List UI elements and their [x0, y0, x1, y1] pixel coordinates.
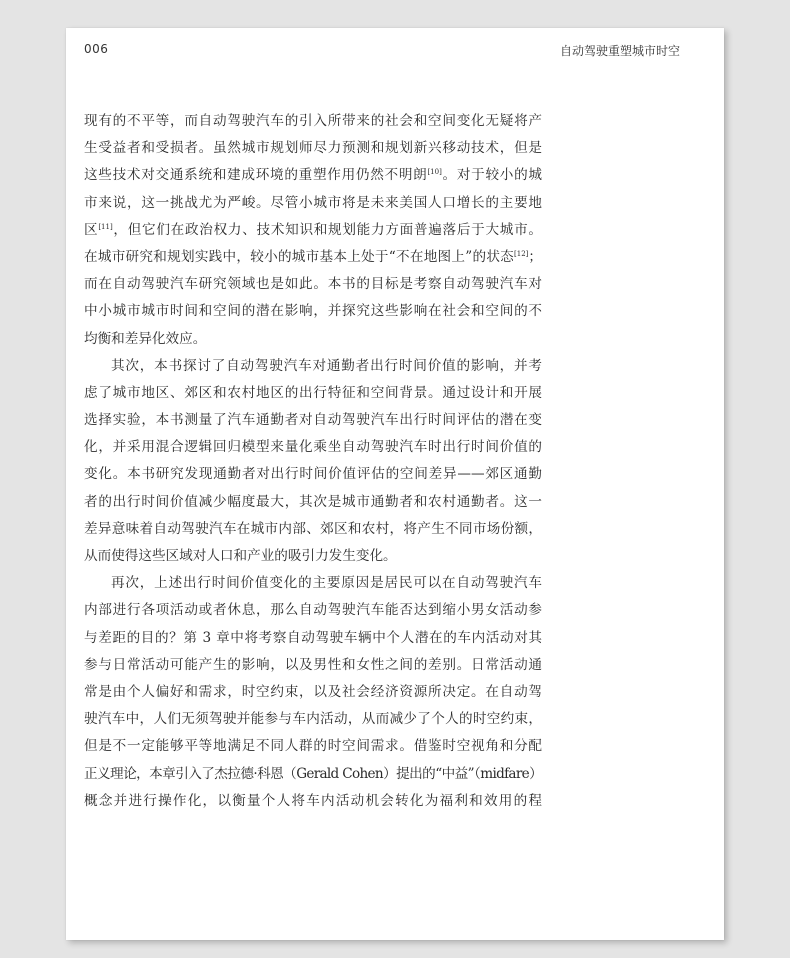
paragraph-2	[84, 353, 542, 571]
citation-ref: [10]	[427, 168, 442, 177]
citation-ref: [12]	[514, 249, 529, 258]
text-line: 内部进行各项活动或者休息，那么自动驾驶汽车能否达到缩小男女活动参	[84, 602, 542, 619]
text-line: 均衡和差异化效应。	[84, 330, 207, 347]
text-run: 区	[84, 221, 99, 238]
running-title: 自动驾驶重塑城市时空	[559, 44, 680, 58]
text-line	[84, 217, 542, 244]
text-line: 现有的不平等，而自动驾驶汽车的引入所带来的社会和空间变化无疑将产	[84, 113, 542, 129]
text-line: 变化。本书研究发现通勤者对出行时间价值评估的空间差异——郊区通勤	[84, 466, 542, 483]
text-run: ，但它们在政治权力、技术知识和规划能力方面普遍落后于大城市。	[112, 221, 542, 238]
text-line: 市来说，这一挑战尤为严峻。尽管小城市将是未来美国人口增长的主要地	[84, 194, 542, 211]
text-line: 常是由个人偏好和需求，时空约束，以及社会经济资源所决定。在自动驾	[84, 683, 542, 700]
text-line: 但是不一定能够平等地满足不同人群的时空间需求。借鉴时空视角和分配	[84, 738, 542, 755]
text-line: 差异意味着自动驾驶汽车在城市内部、郊区和农村，将产生不同市场份额，	[84, 520, 542, 537]
text-line: 正义理论，本章引入了杰拉德·科恩（Gerald Cohen）提出的“中益”（midfare）	[84, 765, 542, 782]
text-line: 其次，本书探讨了自动驾驶汽车对通勤者出行时间价值的影响，并考	[111, 357, 542, 374]
text-line: 化，并采用混合逻辑回归模型来量化乘坐自动驾驶汽车时出行时间价值的	[84, 439, 542, 456]
text-run: 这些技术对交通系统和建成环境的重塑作用仍然不明朗	[84, 167, 428, 184]
text-run: 。对于较小的城	[441, 167, 543, 184]
text-line: 概念并进行操作化，以衡量个人将车内活动机会转化为福利和效用的程	[84, 792, 542, 809]
text-line: 虑了城市地区、郊区和农村地区的出行特征和空间背景。通过设计和开展	[84, 384, 542, 401]
paragraph-3	[84, 570, 542, 815]
text-run: ；	[528, 248, 542, 265]
text-line: 与差距的目的？第 3 章中将考察自动驾驶车辆中个人潜在的车内活动对其	[84, 629, 542, 646]
page-number: 006	[84, 42, 109, 56]
text-line: 者的出行时间价值减少幅度最大，其次是城市通勤者和农村通勤者。这一	[84, 493, 542, 510]
text-line: 中小城市城市时间和空间的潜在影响，并探究这些影响在社会和空间的不	[84, 303, 542, 320]
citation-ref: [11]	[98, 222, 113, 231]
text-line: 选择实验，本书测量了汽车通勤者对自动驾驶汽车出行时间评估的潜在变	[84, 412, 542, 429]
text-line	[84, 162, 542, 189]
text-line: 从而使得这些区域对人口和产业的吸引力发生变化。	[84, 548, 397, 564]
body-text	[84, 108, 542, 815]
running-header	[84, 42, 680, 62]
text-line: 而在自动驾驶汽车研究领域也是如此。本书的目标是考察自动驾驶汽车对	[84, 276, 542, 293]
text-line	[84, 244, 542, 271]
text-line: 生受益者和受损者。虽然城市规划师尽力预测和规划新兴移动技术，但是	[84, 140, 542, 157]
paragraph-1	[84, 108, 542, 353]
text-line: 再次，上述出行时间价值变化的主要原因是居民可以在自动驾驶汽车	[111, 575, 542, 592]
text-line: 参与日常活动可能产生的影响，以及男性和女性之间的差别。日常活动通	[84, 656, 542, 673]
text-line: 驶汽车中，人们无须驾驶并能参与车内活动，从而减少了个人的时空约束，	[84, 711, 542, 728]
text-run: 在城市研究和规划实践中，较小的城市基本上处于“不在地图上”的状态	[84, 248, 515, 265]
